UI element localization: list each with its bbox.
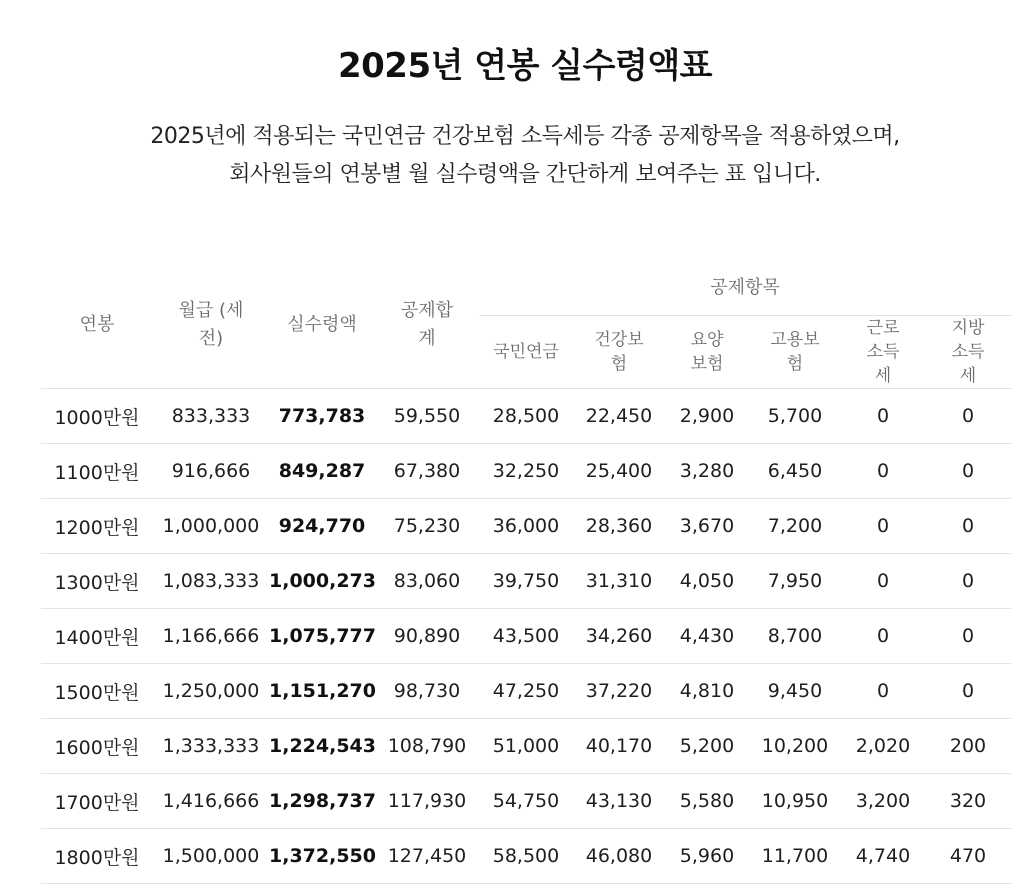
cell-local-income-tax: 0 [925, 609, 1011, 664]
cell-health-insurance: 43,130 [573, 774, 665, 829]
cell-earned-income-tax: 0 [841, 609, 925, 664]
cell-monthly-pay: 1,416,666 [153, 774, 269, 829]
cell-deduction-total: 90,890 [375, 609, 479, 664]
table-row [41, 499, 1011, 554]
cell-salary: 1300만원 [41, 554, 153, 609]
cell-salary: 1200만원 [41, 499, 153, 554]
cell-care-insurance: 3,670 [665, 499, 749, 554]
header-salary: 연봉 [41, 261, 153, 389]
table-row [41, 444, 1011, 499]
cell-earned-income-tax: 0 [841, 389, 925, 444]
cell-salary: 1500만원 [41, 664, 153, 719]
cell-employment-insurance: 10,950 [749, 774, 841, 829]
cell-local-income-tax: 320 [925, 774, 1011, 829]
cell-deduction-total: 117,930 [375, 774, 479, 829]
cell-salary: 1400만원 [41, 609, 153, 664]
header-local-income-tax: 지방소득세 [925, 316, 1011, 389]
cell-salary: 1000만원 [41, 389, 153, 444]
cell-monthly-pay: 1,333,333 [153, 719, 269, 774]
header-national-pension: 국민연금 [479, 316, 573, 389]
cell-health-insurance: 28,360 [573, 499, 665, 554]
cell-local-income-tax: 200 [925, 719, 1011, 774]
cell-care-insurance: 3,280 [665, 444, 749, 499]
cell-national-pension: 36,000 [479, 499, 573, 554]
cell-net-pay: 849,287 [269, 444, 375, 499]
cell-net-pay: 1,372,550 [269, 829, 375, 884]
intro-text [0, 118, 1035, 194]
cell-national-pension: 32,250 [479, 444, 573, 499]
intro-line-1: 2025년에 적용되는 국민연금 건강보험 소득세등 각종 공제항목을 적용하였으며, [150, 124, 900, 149]
cell-deduction-total: 108,790 [375, 719, 479, 774]
cell-monthly-pay: 833,333 [153, 389, 269, 444]
table-row [41, 609, 1011, 664]
cell-salary: 1100만원 [41, 444, 153, 499]
cell-deduction-total: 127,450 [375, 829, 479, 884]
table-row [41, 664, 1011, 719]
cell-earned-income-tax: 0 [841, 444, 925, 499]
cell-monthly-pay: 1,500,000 [153, 829, 269, 884]
cell-deduction-total: 83,060 [375, 554, 479, 609]
cell-earned-income-tax: 4,740 [841, 829, 925, 884]
cell-monthly-pay: 1,250,000 [153, 664, 269, 719]
cell-national-pension: 51,000 [479, 719, 573, 774]
cell-local-income-tax: 0 [925, 554, 1011, 609]
cell-employment-insurance: 7,950 [749, 554, 841, 609]
cell-health-insurance: 31,310 [573, 554, 665, 609]
cell-local-income-tax: 0 [925, 389, 1011, 444]
cell-care-insurance: 4,810 [665, 664, 749, 719]
cell-health-insurance: 22,450 [573, 389, 665, 444]
cell-earned-income-tax: 2,020 [841, 719, 925, 774]
cell-employment-insurance: 5,700 [749, 389, 841, 444]
header-row [41, 261, 1011, 316]
table-row [41, 774, 1011, 829]
cell-national-pension: 58,500 [479, 829, 573, 884]
cell-net-pay: 1,298,737 [269, 774, 375, 829]
cell-deduction-total: 59,550 [375, 389, 479, 444]
header-monthly-pay: 월급 (세전) [153, 261, 269, 389]
table-row [41, 719, 1011, 774]
cell-care-insurance: 4,430 [665, 609, 749, 664]
table-header [41, 261, 1011, 389]
cell-earned-income-tax: 0 [841, 664, 925, 719]
cell-care-insurance: 2,900 [665, 389, 749, 444]
table-row [41, 829, 1011, 884]
table-row [41, 389, 1011, 444]
cell-net-pay: 1,075,777 [269, 609, 375, 664]
cell-earned-income-tax: 3,200 [841, 774, 925, 829]
cell-national-pension: 28,500 [479, 389, 573, 444]
cell-net-pay: 773,783 [269, 389, 375, 444]
header-deduction-total: 공제합계 [375, 261, 479, 389]
cell-earned-income-tax: 0 [841, 499, 925, 554]
table-body [41, 389, 1011, 884]
header-earned-income-tax: 근로소득세 [841, 316, 925, 389]
intro-line-2: 회사원들의 연봉별 월 실수령액을 간단하게 보여주는 표 입니다. [229, 162, 821, 187]
cell-earned-income-tax: 0 [841, 554, 925, 609]
cell-health-insurance: 37,220 [573, 664, 665, 719]
cell-monthly-pay: 916,666 [153, 444, 269, 499]
cell-salary: 1700만원 [41, 774, 153, 829]
cell-employment-insurance: 9,450 [749, 664, 841, 719]
cell-monthly-pay: 1,166,666 [153, 609, 269, 664]
cell-salary: 1800만원 [41, 829, 153, 884]
cell-net-pay: 1,151,270 [269, 664, 375, 719]
header-deduction-items: 공제항목 [479, 261, 1011, 316]
header-care-insurance: 요양보험 [665, 316, 749, 389]
header-net-pay: 실수령액 [269, 261, 375, 389]
header-health-insurance: 건강보험 [573, 316, 665, 389]
cell-care-insurance: 5,960 [665, 829, 749, 884]
cell-national-pension: 43,500 [479, 609, 573, 664]
cell-monthly-pay: 1,083,333 [153, 554, 269, 609]
cell-care-insurance: 4,050 [665, 554, 749, 609]
cell-health-insurance: 46,080 [573, 829, 665, 884]
cell-net-pay: 924,770 [269, 499, 375, 554]
cell-employment-insurance: 7,200 [749, 499, 841, 554]
cell-deduction-total: 67,380 [375, 444, 479, 499]
cell-health-insurance: 25,400 [573, 444, 665, 499]
cell-net-pay: 1,000,273 [269, 554, 375, 609]
cell-national-pension: 47,250 [479, 664, 573, 719]
cell-deduction-total: 98,730 [375, 664, 479, 719]
salary-table [41, 261, 1011, 884]
cell-local-income-tax: 0 [925, 499, 1011, 554]
cell-health-insurance: 40,170 [573, 719, 665, 774]
cell-care-insurance: 5,580 [665, 774, 749, 829]
cell-monthly-pay: 1,000,000 [153, 499, 269, 554]
cell-national-pension: 39,750 [479, 554, 573, 609]
header-employment-insurance: 고용보험 [749, 316, 841, 389]
cell-salary: 1600만원 [41, 719, 153, 774]
cell-local-income-tax: 470 [925, 829, 1011, 884]
cell-care-insurance: 5,200 [665, 719, 749, 774]
page-title: 2025년 연봉 실수령액표 [337, 46, 713, 86]
cell-employment-insurance: 11,700 [749, 829, 841, 884]
cell-local-income-tax: 0 [925, 664, 1011, 719]
cell-local-income-tax: 0 [925, 444, 1011, 499]
cell-employment-insurance: 6,450 [749, 444, 841, 499]
cell-employment-insurance: 10,200 [749, 719, 841, 774]
cell-deduction-total: 75,230 [375, 499, 479, 554]
cell-national-pension: 54,750 [479, 774, 573, 829]
cell-health-insurance: 34,260 [573, 609, 665, 664]
cell-net-pay: 1,224,543 [269, 719, 375, 774]
cell-employment-insurance: 8,700 [749, 609, 841, 664]
table-row [41, 554, 1011, 609]
